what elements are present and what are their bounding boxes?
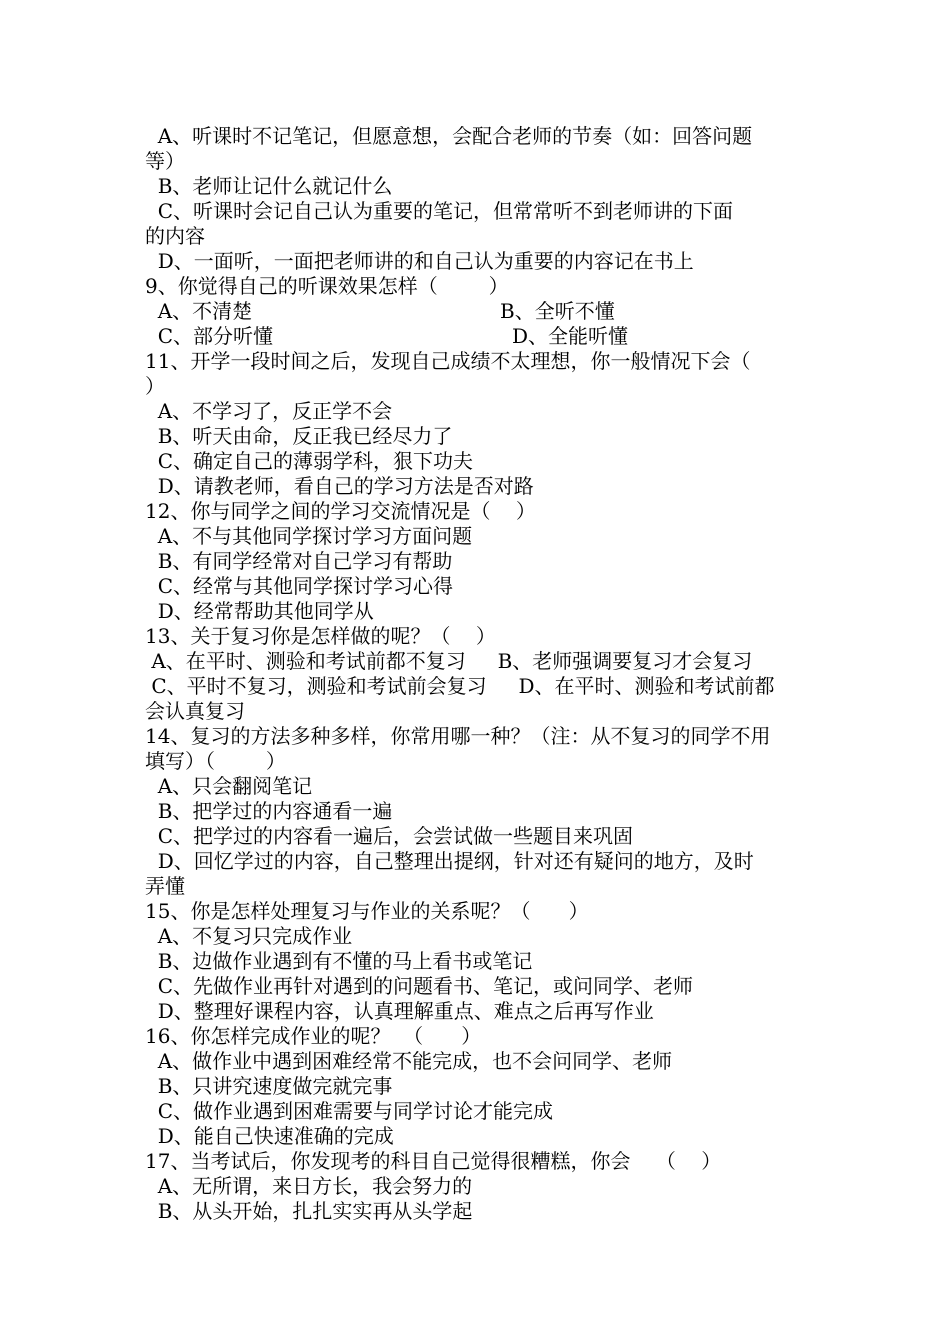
option-line: C、听课时会记自己认为重要的笔记，但常常听不到老师讲的下面 (145, 199, 734, 223)
option-line: D、回忆学过的内容，自己整理出提纲，针对还有疑问的地方，及时 (145, 849, 754, 873)
option-line: A、在平时、测验和考试前都不复习 B、老师强调要复习才会复习 (145, 649, 753, 673)
question-15: 15、你是怎样处理复习与作业的关系呢？（ ） (145, 899, 589, 923)
option-line: B、只讲究速度做完就完事 (145, 1074, 393, 1098)
option-line: A、听课时不记笔记，但愿意想，会配合老师的节奏（如：回答问题 (145, 124, 753, 148)
option-line-continuation: 弄懂 (145, 874, 185, 898)
option-line: C、部分听懂 (145, 324, 274, 348)
option-line: A、不复习只完成作业 (145, 924, 353, 948)
option-line-continuation: 等） (145, 149, 185, 173)
option-line: A、不清楚 (145, 299, 253, 323)
option-line: D、全能听懂 (512, 324, 629, 348)
option-line: A、无所谓，来日方长，我会努力的 (145, 1174, 473, 1198)
option-line: C、确定自己的薄弱学科，狠下功夫 (145, 449, 474, 473)
option-line: A、不学习了，反正学不会 (145, 399, 393, 423)
option-line: B、老师让记什么就记什么 (145, 174, 393, 198)
question-12: 12、你与同学之间的学习交流情况是（ ） (145, 499, 536, 523)
question-16: 16、你怎样完成作业的呢？ （ ） (145, 1024, 482, 1048)
option-line: B、从头开始，扎扎实实再从头学起 (145, 1199, 473, 1223)
option-line: A、不与其他同学探讨学习方面问题 (145, 524, 473, 548)
option-line: C、先做作业再针对遇到的问题看书、笔记，或问同学、老师 (145, 974, 694, 998)
option-line-continuation: 的内容 (145, 224, 205, 248)
option-line: C、经常与其他同学探讨学习心得 (145, 574, 454, 598)
option-line: D、一面听，一面把老师讲的和自己认为重要的内容记在书上 (145, 249, 694, 273)
question-13: 13、关于复习你是怎样做的呢？（ ） (145, 624, 496, 648)
option-line: B、有同学经常对自己学习有帮助 (145, 549, 453, 573)
option-line: B、全听不懂 (500, 299, 615, 323)
option-line: A、只会翻阅笔记 (145, 774, 313, 798)
option-line: D、能自己快速准确的完成 (145, 1124, 394, 1148)
option-line: D、请教老师，看自己的学习方法是否对路 (145, 474, 534, 498)
question-14: 14、复习的方法多种多样，你常用哪一种？（注：从不复习的同学不用 (145, 724, 771, 748)
question-17: 17、当考试后，你发现考的科目自己觉得很糟糕，你会 （ ） (145, 1149, 722, 1173)
question-11: 11、开学一段时间之后，发现自己成绩不太理想，你一般情况下会（ (145, 349, 751, 373)
option-line: B、边做作业遇到有不懂的马上看书或笔记 (145, 949, 533, 973)
option-line: C、把学过的内容看一遍后，会尝试做一些题目来巩固 (145, 824, 634, 848)
option-line: D、整理好课程内容，认真理解重点、难点之后再写作业 (145, 999, 654, 1023)
option-line: B、听天由命，反正我已经尽力了 (145, 424, 453, 448)
question-9: 9、你觉得自己的听课效果怎样（ ） (145, 274, 509, 298)
option-line: C、做作业遇到困难需要与同学讨论才能完成 (145, 1099, 554, 1123)
option-line: D、经常帮助其他同学从 (145, 599, 374, 623)
option-line-continuation: 会认真复习 (145, 699, 245, 723)
option-line: A、做作业中遇到困难经常不能完成，也不会问同学、老师 (145, 1049, 673, 1073)
question-14-continuation: 填写）（ ） (145, 749, 286, 773)
option-line: C、平时不复习，测验和考试前会复习 D、在平时、测验和考试前都 (145, 674, 775, 698)
question-11-continuation: ） (145, 374, 165, 398)
option-line: B、把学过的内容通看一遍 (145, 799, 393, 823)
